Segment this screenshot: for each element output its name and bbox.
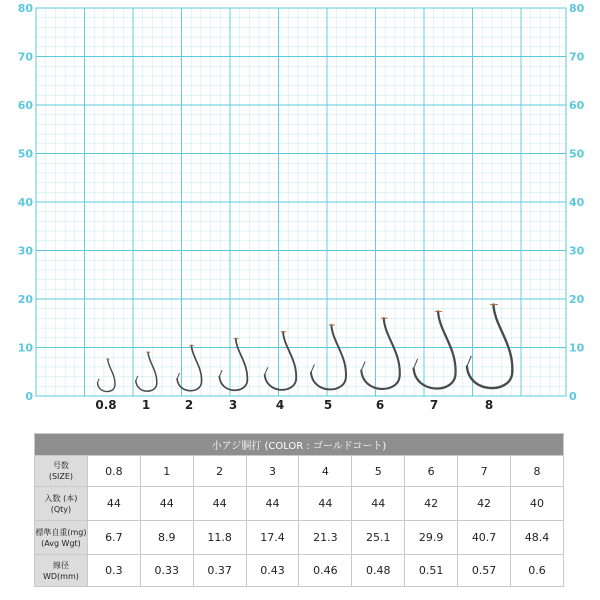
table-cell: 0.43 xyxy=(246,555,299,587)
hook-point xyxy=(177,373,179,379)
fish-hook-4 xyxy=(265,332,296,390)
table-cell: 42 xyxy=(458,487,511,521)
table-cell: 0.33 xyxy=(140,555,193,587)
hook-size-label: 2 xyxy=(184,398,194,412)
table-cell: 44 xyxy=(193,487,246,521)
y-tick-label-left: 0 xyxy=(25,390,33,403)
row-sublabel: (Avg Wgt) xyxy=(41,538,81,548)
fish-hook-6 xyxy=(361,318,399,389)
hook-point xyxy=(361,362,365,371)
row-header-qty xyxy=(35,487,88,521)
y-tick-label-right: 0 xyxy=(569,390,577,403)
table-cell: 3 xyxy=(246,456,299,487)
table-cell: 0.46 xyxy=(299,555,352,587)
hook-size-label: 5 xyxy=(323,398,333,412)
table-cell: 21.3 xyxy=(299,521,352,555)
table-cell: 0.37 xyxy=(193,555,246,587)
y-tick-label-left: 10 xyxy=(17,341,33,355)
y-tick-label-left: 20 xyxy=(17,293,33,306)
hook-size-label: 8 xyxy=(484,398,494,412)
table-cell: 48.4 xyxy=(511,521,564,555)
table-cell: 11.8 xyxy=(193,521,246,555)
table-cell: 0.48 xyxy=(352,555,405,587)
hook-size-label: 1 xyxy=(141,398,151,412)
fish-hook-7 xyxy=(414,311,456,388)
table-row-size xyxy=(35,456,564,487)
row-sublabel: (Qty) xyxy=(50,504,72,514)
y-tick-label-left: 60 xyxy=(17,99,33,112)
table-title-row xyxy=(35,434,564,456)
table-row-qty xyxy=(35,487,564,521)
table-cell: 44 xyxy=(140,487,193,521)
table-cell: 0.51 xyxy=(405,555,458,587)
table-cell: 1 xyxy=(140,456,193,487)
y-tick-label-left: 50 xyxy=(17,147,33,161)
fish-hook-8 xyxy=(467,305,512,389)
fish-hook-2 xyxy=(177,345,201,390)
row-label: 線径 xyxy=(52,560,69,570)
y-tick-label-left: 40 xyxy=(17,196,33,209)
y-tick-label-left: 80 xyxy=(17,2,33,15)
row-header-size xyxy=(35,456,88,487)
y-tick-label-right: 70 xyxy=(569,50,585,64)
table-cell: 42 xyxy=(405,487,458,521)
hook-point xyxy=(219,370,222,377)
hook-size-label: 3 xyxy=(228,398,238,412)
y-tick-label-right: 10 xyxy=(569,341,585,355)
hook-point xyxy=(467,356,471,367)
table-title: 小アジ胴打 (COLOR : ゴールドコート) xyxy=(35,434,564,456)
row-label: 標準自重(mg) xyxy=(35,527,87,537)
y-tick-label-right: 40 xyxy=(569,196,585,209)
hook-size-label: 7 xyxy=(429,398,439,412)
row-sublabel: WD(mm) xyxy=(42,571,79,581)
table-cell: 44 xyxy=(299,487,352,521)
y-tick-label-right: 30 xyxy=(569,244,585,258)
table-cell: 44 xyxy=(352,487,405,521)
table-cell: 6.7 xyxy=(87,521,140,555)
table-cell: 40 xyxy=(511,487,564,521)
row-label: 号数 xyxy=(52,461,69,470)
y-tick-label-right: 50 xyxy=(569,147,585,161)
table-cell: 4 xyxy=(299,456,352,487)
row-sublabel: (SIZE) xyxy=(48,472,74,481)
hook-size-label: 4 xyxy=(275,398,285,412)
y-tick-label-left: 30 xyxy=(17,244,33,258)
table-cell: 25.1 xyxy=(352,521,405,555)
table-row-wire-diameter xyxy=(35,555,564,587)
y-tick-label-right: 60 xyxy=(569,99,585,112)
hook-point xyxy=(311,364,314,372)
table-cell: 17.4 xyxy=(246,521,299,555)
row-header-weight xyxy=(35,521,88,555)
fish-hook-3 xyxy=(219,339,247,391)
hook-size-label: 0.8 xyxy=(95,398,117,412)
table-cell: 8 xyxy=(511,456,564,487)
y-tick-label-left: 70 xyxy=(17,50,33,64)
fish-hook-0.8 xyxy=(98,359,115,392)
y-tick-label-right: 80 xyxy=(569,2,585,15)
table-cell: 44 xyxy=(246,487,299,521)
table-cell: 7 xyxy=(458,456,511,487)
table-cell: 0.57 xyxy=(458,555,511,587)
table-cell: 29.9 xyxy=(405,521,458,555)
table-cell: 0.6 xyxy=(511,555,564,587)
spec-table xyxy=(34,433,564,587)
table-cell: 8.9 xyxy=(140,521,193,555)
table-cell: 6 xyxy=(405,456,458,487)
hook-point xyxy=(265,367,268,374)
hook-point xyxy=(98,379,100,383)
row-header-wire-diameter xyxy=(35,555,88,587)
row-label: 入数 (本) xyxy=(44,493,78,503)
table-row-weight xyxy=(35,521,564,555)
fish-hook-1 xyxy=(136,352,157,391)
hook-size-label: 6 xyxy=(375,398,385,412)
table-cell: 5 xyxy=(352,456,405,487)
table-cell: 40.7 xyxy=(458,521,511,555)
table-cell: 0.3 xyxy=(87,555,140,587)
table-cell: 44 xyxy=(87,487,140,521)
table-cell: 2 xyxy=(193,456,246,487)
y-tick-label-right: 20 xyxy=(569,293,585,306)
table-cell: 0.8 xyxy=(87,456,140,487)
